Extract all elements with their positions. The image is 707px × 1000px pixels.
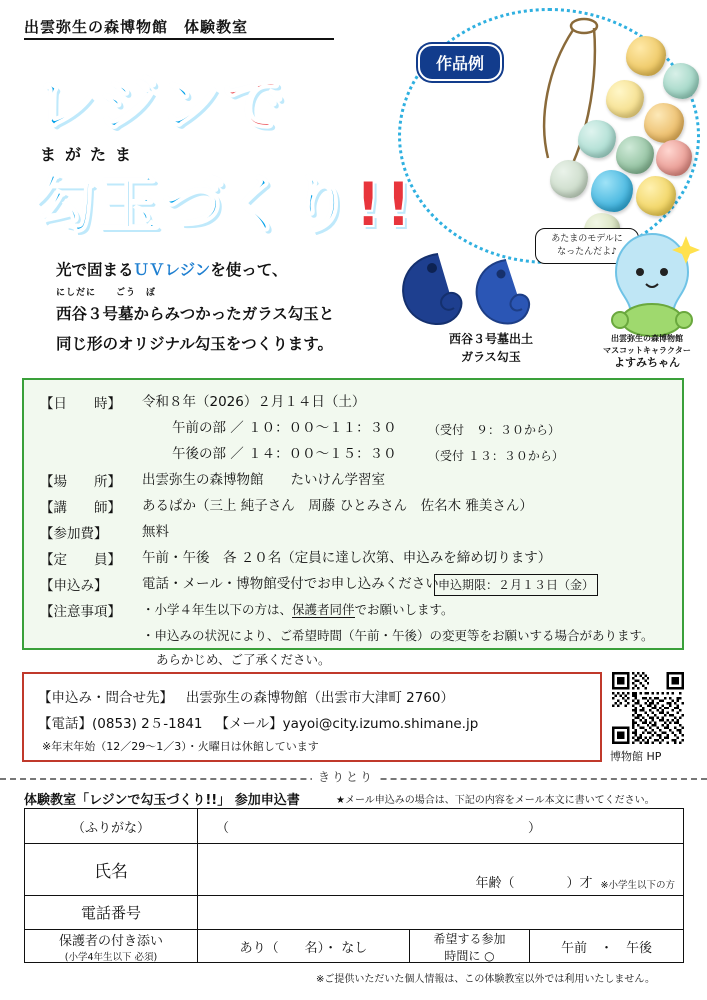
cell-guardian-label-main: 保護者の付き添い: [58, 934, 163, 949]
mascot-bubble-line1: あたまのモデルに: [551, 234, 623, 244]
magatama-caption-line1: 西谷３号墓出土: [448, 332, 533, 346]
cell-guardian-value[interactable]: あり（ 名）・ なし: [197, 929, 409, 963]
label-apply: 【申込み】: [40, 578, 108, 594]
cell-name-value[interactable]: [197, 843, 683, 895]
title-line1-suffix: で: [222, 68, 287, 141]
contact-mail-label: 【メール】: [215, 716, 283, 732]
value-apply: 電話・メール・博物館受付でお申し込みください: [142, 576, 439, 592]
qr-code[interactable]: [612, 672, 684, 744]
cell-furigana-label: （ふりがな）: [71, 820, 150, 836]
magatama-caption: [406, 330, 576, 366]
label-datetime: 【日 時】: [40, 396, 121, 412]
value-datetime-am: 午前の部 ／ １０：００～１１：３０: [172, 420, 397, 436]
museum-name: 出雲弥生の森博物館 体験教室: [24, 18, 249, 36]
form-title: 体験教室「レジンで勾玉づくり!!」 参加申込書: [24, 793, 300, 808]
note1-a: ・小学４年生以下の方は、: [142, 602, 293, 617]
cut-line-label: きりとり: [312, 768, 380, 785]
value-datetime-main: 令和８年（2026）２月１４日（土）: [142, 394, 366, 410]
cell-time-label-2: 時間に ○: [444, 948, 495, 963]
value-note3: あらかじめ、ご了承ください。: [156, 652, 331, 667]
note1-c: でお願いします。: [354, 602, 454, 617]
value-datetime-pm-note: （受付 １３：３０から）: [428, 449, 564, 463]
value-apply-deadline: 申込期限：２月１３日（金）: [434, 574, 598, 596]
lead-line3: 同じ形のオリジナル勾玉をつくります。: [56, 335, 333, 353]
cell-guardian-label-sub: (小学4年生以下 必須): [64, 952, 158, 963]
magatama-caption-line2: ガラス勾玉: [461, 350, 521, 364]
contact-line1-value: 出雲弥生の森博物館（出雲市大津町 2760）: [185, 690, 455, 706]
mascot-caption-line3: よすみちゃん: [614, 356, 680, 369]
contact-closed-note: ※年末年始（12／29～1／3）・火曜日は休館しています: [42, 740, 319, 753]
title-line2-main: 勾玉づくり: [34, 168, 355, 241]
title-line1-main: レジン: [34, 68, 223, 141]
application-form-table: [24, 808, 684, 963]
lead-line2: 西谷３号墓からみつかったガラス勾玉と: [56, 305, 335, 323]
cell-name-label: 氏名: [25, 843, 197, 895]
contact-line2: [38, 712, 478, 732]
value-note1: [142, 600, 454, 620]
mascot-caption: [588, 333, 706, 369]
cell-age-note: ※小学生以下の方: [600, 880, 675, 891]
form-footer-note: ※ご提供いただいた個人情報は、この体験教室以外では利用いたしません。: [316, 974, 655, 985]
museum-name-underline: [24, 38, 334, 40]
label-instructor: 【講 師】: [40, 500, 121, 516]
sample-label-badge: 作品例: [418, 44, 502, 81]
lead-line1-b: ＵＶレジン: [133, 261, 211, 279]
title-ruby: まがたま: [40, 145, 141, 164]
mascot-caption-line1: 出雲弥生の森博物館: [611, 334, 683, 343]
note1-b: 保護者同伴: [292, 602, 355, 617]
label-notes: 【注意事項】: [40, 604, 121, 620]
value-datetime-pm: 午後の部 ／ １４：００～１５：３０: [172, 446, 397, 462]
lead-ruby: にしだに ごう ぼ: [56, 288, 157, 298]
qr-caption: 博物館 HP: [610, 750, 662, 763]
mascot-character: [600, 228, 700, 338]
form-note: ★メール申込みの場合は、下記の内容をメール本文に書いてください。: [336, 795, 655, 806]
value-fee: 無料: [142, 524, 169, 540]
value-note2: ・申込みの状況により、ご希望時間（午前・午後）の変更等をお願いする場合があります。: [142, 628, 654, 643]
title-line2-marks: !!: [354, 168, 415, 241]
value-datetime-am-note: （受付 ９：３０から）: [428, 423, 561, 437]
value-place: 出雲弥生の森博物館 たいけん学習室: [142, 472, 385, 488]
mascot-bubble-line2: なったんだよ♪: [557, 247, 617, 257]
label-capacity: 【定 員】: [40, 552, 121, 568]
cell-furigana-value[interactable]: （ ）: [197, 809, 683, 843]
contact-line1: [38, 686, 454, 706]
cell-time-label: [409, 929, 529, 963]
label-fee: 【参加費】: [40, 526, 108, 542]
contact-tel-label: 【電話】: [38, 716, 92, 732]
cell-tel-value[interactable]: [197, 895, 683, 929]
value-instructor: あるぱか（三上 純子さん 周藤 ひとみさん 佐名木 雅美さん）: [142, 498, 533, 514]
value-capacity: 午前・午後 各 ２０名（定員に達し次第、申込みを締め切ります）: [142, 550, 552, 566]
mascot-caption-line2: マスコットキャラクター: [603, 346, 691, 355]
cell-tel-label: 電話番号: [25, 895, 197, 929]
cell-time-value[interactable]: 午前 ・ 午後: [529, 929, 683, 963]
cell-guardian-label: [25, 929, 197, 963]
poster-title-line2: [34, 155, 415, 244]
contact-line1-label: 【申込み・問合せ先】: [38, 690, 173, 706]
lead-text: [56, 255, 334, 359]
contact-tel-value: (0853) 2５‐1841: [92, 716, 203, 732]
lead-line1-a: 光で固まる: [56, 261, 134, 279]
contact-mail-value[interactable]: yayoi@city.izumo.shimane.jp: [282, 716, 479, 732]
cell-time-label-1: 希望する参加: [433, 931, 506, 946]
cell-age-label: 年齢（ ）才: [475, 876, 593, 891]
poster-title-line1: [34, 55, 287, 144]
lead-line1-c: を使って、: [210, 261, 288, 279]
label-place: 【場 所】: [40, 474, 121, 490]
